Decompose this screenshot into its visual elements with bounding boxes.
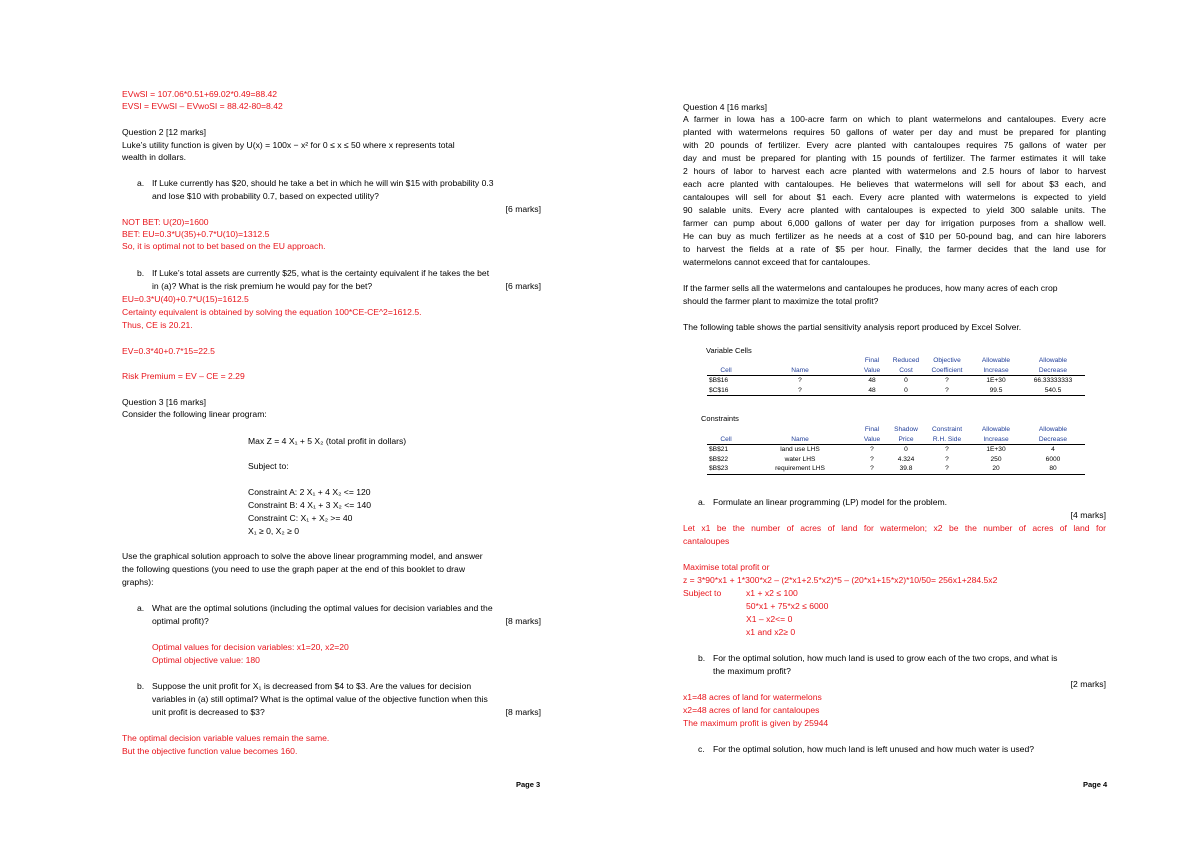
table-cell: 48 — [868, 377, 876, 384]
q4-c-text: For the optimal solution, how much land is left unused and how much water is used? — [713, 744, 1035, 754]
q4-answer-a-line-4: z = 3*90*x1 + 1*300*x2 – (2*x1+2.5*x2)*5 – (20*x1+15*x2)*10/50= 256x1+284.5x2 — [683, 575, 998, 585]
table-header-row — [707, 356, 1085, 366]
q4-answer-constraint-1: x1 + x2 ≤ 100 — [746, 588, 798, 598]
table-header-row — [707, 435, 1085, 445]
q3-subject-to: Subject to: — [248, 461, 289, 471]
table-cell: $B$21 — [709, 446, 729, 453]
q2-answer-b-line-4: EV=0.3*40+0.7*15=22.5 — [122, 346, 215, 356]
table-header-cell: Cost — [889, 366, 923, 376]
q3-answer-a-line-2: Optimal objective value: 180 — [152, 655, 260, 665]
q4-answer-b-line-3: The maximum profit is given by 25944 — [683, 718, 829, 728]
q3-b-line-3: unit profit is decreased to $3? — [152, 707, 265, 717]
table-cell: requirement LHS — [745, 464, 855, 474]
table-cell: ? — [870, 446, 874, 453]
q3-objective: Max Z = 4 X₁ + 5 X₂ (total profit in dollars) — [248, 436, 407, 446]
table-header-cell — [745, 356, 855, 366]
table-header-cell: Objective — [933, 357, 961, 364]
q3-constraint-a: Constraint A: 2 X₁ + 4 X₂ <= 120 — [248, 487, 371, 497]
table-row — [707, 386, 1085, 396]
q4-answer-subject-to: Subject to — [683, 588, 722, 598]
q4-table-intro: The following table shows the partial sensitivity analysis report produced by Excel Solver. — [683, 322, 1022, 332]
table-header-cell: Allowable — [1038, 357, 1068, 364]
table-row — [707, 376, 1085, 386]
table-header-cell: Decrease — [1021, 435, 1085, 445]
q3-instructions-line-2: the following questions (you need to use the graph paper at the end of this booklet to draw — [122, 564, 466, 574]
table-header-cell: Allowable — [981, 426, 1011, 433]
table-cell: 6000 — [1045, 455, 1061, 463]
table-cell: ? — [945, 446, 949, 453]
q4-paragraph-line: to harvest the fields at a rate of $5 per hour. Finally, the farmer decides that the land use for — [683, 244, 1106, 254]
q2-a-marker: a. — [137, 178, 145, 188]
q2-b-marker: b. — [137, 268, 145, 278]
q3-nonnegativity: X₁ ≥ 0, X₂ ≥ 0 — [248, 526, 300, 536]
table-header-cell: Coefficient — [923, 366, 971, 376]
constraints-table — [707, 425, 1085, 475]
table-header-cell — [707, 356, 745, 366]
q4-paragraph-line: 2 hours of labor to harvest each acre planted with watermelons and 2.5 hours of labor to harvest — [683, 166, 1106, 176]
q2-intro-line-2: wealth in dollars. — [122, 152, 187, 162]
table-header-cell — [707, 425, 745, 435]
table-cell: ? — [923, 386, 971, 396]
table-cell: 20 — [971, 464, 1021, 474]
q4-answer-b-line-1: x1=48 acres of land for watermelons — [683, 692, 822, 702]
q4-answer-constraint-2: 50*x1 + 75*x2 ≤ 6000 — [746, 601, 829, 611]
q3-intro: Consider the following linear program: — [122, 409, 267, 419]
table-cell: ? — [945, 455, 949, 463]
variable-cells-title: Variable Cells — [706, 346, 752, 355]
q4-paragraph-line: cantaloupes will sell for about $1 each. Every acre planted with watermelons is expected to yield — [683, 192, 1106, 202]
q3-b-marks: [8 marks] — [505, 707, 541, 717]
evsi-line: EVSI = EVwSI – EVwoSI = 88.42-80=8.42 — [122, 101, 283, 111]
variable-cells-table — [707, 356, 1085, 396]
table-header-cell — [745, 425, 855, 435]
table-cell: ? — [945, 377, 949, 384]
q3-a-line-1: What are the optimal solutions (including the optimal values for decision variables and the — [152, 603, 493, 613]
q4-b-marks: [2 marks] — [1070, 679, 1106, 689]
q3-b-line-1: Suppose the unit profit for X₁ is decreased from $4 to $3. Are the values for decision — [152, 681, 472, 691]
q4-question-line-2: should the farmer plant to maximize the total profit? — [683, 296, 879, 306]
q3-a-marker: a. — [137, 603, 145, 613]
table-header-cell: Price — [889, 435, 923, 445]
page-number: Page 4 — [1083, 780, 1108, 789]
q2-a-line-1: If Luke currently has $20, should he take a bet in which he will win $15 with probability 0.3 — [152, 178, 494, 188]
q3-constraint-b: Constraint B: 4 X₁ + 3 X₂ <= 140 — [248, 500, 372, 510]
q4-answer-constraint-4: x1 and x2≥ 0 — [746, 627, 796, 637]
page-4 — [600, 0, 1200, 849]
q2-answer-a-line-2: BET: EU=0.3*U(35)+0.7*U(10)=1312.5 — [122, 229, 270, 239]
table-cell: land use LHS — [780, 446, 820, 453]
q2-answer-b-line-2: Certainty equivalent is obtained by solving the equation 100*CE-CE^2=1612.5. — [122, 307, 422, 317]
table-cell: 0 — [904, 377, 908, 384]
table-header-cell: Increase — [971, 366, 1021, 376]
table-header-row — [707, 366, 1085, 376]
table-cell: 4.324 — [897, 455, 915, 463]
q2-answer-a-line-1: NOT BET: U(20)=1600 — [122, 217, 209, 227]
table-row — [707, 445, 1085, 455]
q4-answer-constraint-3: X1 – x2<= 0 — [746, 614, 793, 624]
q2-answer-a-line-3: So, it is optimal not to bet based on the EU approach. — [122, 241, 326, 251]
table-cell: $B$23 — [707, 464, 745, 474]
table-header-cell: Value — [855, 366, 889, 376]
q4-paragraph-line: each acre planted with cantaloupes. He believes that watermelons will sell for about $3 each, and — [683, 179, 1106, 189]
q2-answer-b-line-3: Thus, CE is 20.21. — [122, 320, 193, 330]
q4-paragraph-line: planted with watermelons requires 50 gallons of water per day and must be prepared for planting — [683, 127, 1106, 137]
q4-b-line-1: For the optimal solution, how much land is used to grow each of the two crops, and what is — [713, 653, 1058, 663]
q4-answer-a-line-1: Let x1 be the number of acres of land for watermelon; x2 be the number of acres of land for — [683, 523, 1106, 533]
table-header-cell: Cell — [707, 435, 745, 445]
q2-intro-line-1: Luke’s utility function is given by U(x) = 100x − x² for 0 ≤ x ≤ 50 where x represents total — [122, 140, 455, 150]
q4-paragraph-line: day and must be prepared for planting with 15 pounds of fertilizer. The farmer estimates it will take — [683, 153, 1106, 163]
q2-answer-b-line-5: Risk Premium = EV – CE = 2.29 — [122, 371, 245, 381]
q3-answer-b-line-1: The optimal decision variable values remain the same. — [122, 733, 330, 743]
q2-a-marks: [6 marks] — [505, 204, 541, 214]
table-header-cell: Shadow — [894, 426, 918, 433]
q4-paragraph-line: A farmer in Iowa has a 100-acre farm on which to plant watermelons and cantaloupes. Every acre — [683, 114, 1106, 124]
table-header-cell: Value — [855, 435, 889, 445]
q2-title: Question 2 [12 marks] — [122, 127, 207, 137]
table-header-cell: Increase — [971, 435, 1021, 445]
q2-answer-b-line-1: EU=0.3*U(40)+0.7*U(15)=1612.5 — [122, 294, 249, 304]
table-cell: 540.5 — [1021, 386, 1085, 396]
q4-c-marker: c. — [698, 744, 705, 754]
table-header-cell: Cell — [707, 366, 745, 376]
page-number: Page 3 — [516, 780, 541, 789]
table-header-cell: Final — [864, 357, 880, 364]
table-cell: 80 — [1021, 464, 1085, 474]
table-cell: $C$16 — [707, 386, 745, 396]
table-header-cell: Name — [745, 366, 855, 376]
q3-title: Question 3 [16 marks] — [122, 397, 207, 407]
table-cell: $B$16 — [709, 377, 729, 384]
table-cell: 250 — [990, 455, 1002, 463]
table-cell: 39.8 — [889, 464, 923, 474]
table-cell: 48 — [855, 386, 889, 396]
table-cell: $B$22 — [709, 455, 729, 463]
q3-instructions-line-1: Use the graphical solution approach to solve the above linear programming model, and answer — [122, 551, 483, 561]
table-header-cell: Name — [745, 435, 855, 445]
q3-b-marker: b. — [137, 681, 145, 691]
q4-paragraph-line: 90 salable units. Every acre planted with cantaloupes is expected to yield 300 salable units. The — [683, 205, 1106, 215]
table-cell: ? — [923, 464, 971, 474]
table-header-cell: Constraint — [931, 426, 963, 433]
constraints-title: Constraints — [701, 414, 739, 423]
q4-answer-a-line-2: cantaloupes — [683, 536, 730, 546]
q2-a-line-2: and lose $10 with probability 0.7, based on expected utility? — [152, 191, 379, 201]
q4-paragraph-line: with 20 pounds of fertilizer. Every acre planted with cantaloupes requires 75 gallons of water per — [683, 140, 1106, 150]
q3-a-line-2: optimal profit)? — [152, 616, 209, 626]
table-header-cell: Final — [864, 426, 880, 433]
q3-constraint-c: Constraint C: X₁ + X₂ >= 40 — [248, 513, 353, 523]
q4-paragraph-line: He can buy as much fertilizer as he needs at a cost of $10 per 50-pound bag, and can hire laborers — [683, 231, 1106, 241]
q3-instructions-line-3: graphs): — [122, 577, 154, 587]
q3-answer-b-line-2: But the objective function value becomes 160. — [122, 746, 298, 756]
q4-paragraph-line: watermelons cannot exceed that for cantaloupes. — [683, 257, 871, 267]
table-header-cell: Allowable — [981, 357, 1011, 364]
q4-a-marker: a. — [698, 497, 706, 507]
table-cell: water LHS — [784, 455, 816, 463]
table-cell: ? — [745, 386, 855, 396]
q2-b-marks: [6 marks] — [505, 281, 541, 291]
q3-a-marks: [8 marks] — [505, 616, 541, 626]
table-row — [707, 464, 1085, 474]
table-cell: 1E+30 — [986, 377, 1006, 384]
q4-a-marks: [4 marks] — [1070, 510, 1106, 520]
q4-title: Question 4 [16 marks] — [683, 102, 768, 112]
table-cell: ? — [870, 455, 874, 463]
table-cell: 66.33333333 — [1033, 377, 1073, 384]
q4-a-text: Formulate an linear programming (LP) model for the problem. — [713, 497, 948, 507]
q4-b-marker: b. — [698, 653, 706, 663]
q3-b-line-2: variables in (a) still optimal? What is the optimal value of the objective function when this — [152, 694, 488, 704]
table-cell: ? — [855, 464, 889, 474]
q3-answer-a-line-1: Optimal values for decision variables: x1=20, x2=20 — [152, 642, 349, 652]
table-cell: 0 — [889, 386, 923, 396]
table-cell: ? — [798, 377, 802, 384]
table-cell: 4 — [1051, 446, 1055, 453]
table-header-cell: Reduced — [892, 357, 920, 364]
table-header-cell: Allowable — [1038, 426, 1068, 433]
table-header-cell: Decrease — [1021, 366, 1085, 376]
table-header-row — [707, 425, 1085, 435]
q2-b-line-1: If Luke’s total assets are currently $25, what is the certainty equivalent if he takes the bet — [152, 268, 490, 278]
table-cell: 0 — [904, 446, 908, 453]
table-row — [707, 455, 1085, 465]
table-cell: 99.5 — [971, 386, 1021, 396]
q4-question-line-1: If the farmer sells all the watermelons and cantaloupes he produces, how many acres of each crop — [683, 283, 1058, 293]
q4-b-line-2: the maximum profit? — [713, 666, 791, 676]
q4-answer-a-line-3: Maximise total profit or — [683, 562, 770, 572]
q2-b-line-2: in (a)? What is the risk premium he would pay for the bet? — [152, 281, 373, 291]
evwsi-line: EVwSI = 107.06*0.51+69.02*0.49=88.42 — [122, 89, 278, 99]
q4-paragraph-line: farmer can pump about 6,000 gallons of water per day for irrigation purposes from a shallow well. — [683, 218, 1106, 228]
q4-answer-b-line-2: x2=48 acres of land for cantaloupes — [683, 705, 820, 715]
table-cell: 1E+30 — [986, 446, 1006, 453]
table-header-cell: R.H. Side — [923, 435, 971, 445]
